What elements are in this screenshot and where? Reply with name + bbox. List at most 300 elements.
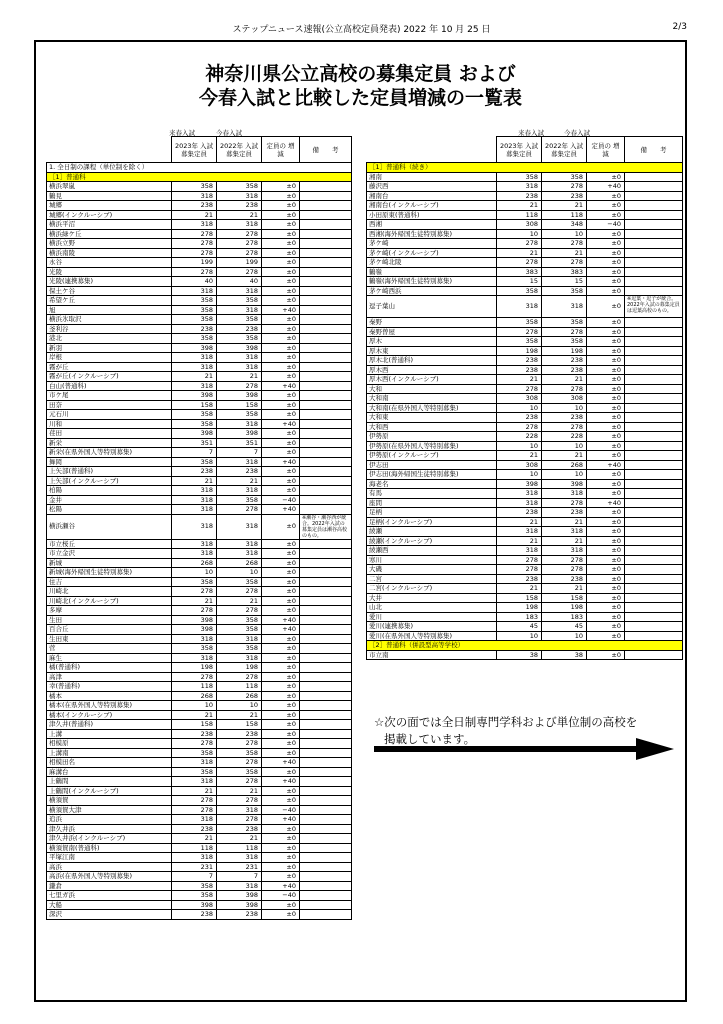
table-row — [47, 625, 352, 635]
header-2023: 2023年 入試 募集定員 — [172, 137, 217, 163]
quota-diff: ±0 — [262, 862, 300, 872]
quota-diff: ±0 — [262, 220, 300, 230]
quota-2022: 318 — [217, 305, 262, 315]
quota-2022: 398 — [217, 900, 262, 910]
quota-2022: 278 — [217, 777, 262, 787]
table-row — [47, 872, 352, 882]
table-row — [47, 258, 352, 268]
quota-2023: 318 — [172, 653, 217, 663]
quota-diff: ±0 — [262, 682, 300, 692]
school-name: 厚木北(普通科) — [367, 356, 497, 366]
remarks — [625, 413, 683, 423]
quota-2023: 21 — [497, 248, 542, 258]
quota-2022: 15 — [542, 277, 587, 287]
remarks — [625, 182, 683, 192]
quota-diff: −40 — [262, 891, 300, 901]
quota-2022: 198 — [542, 603, 587, 613]
quota-2023: 278 — [497, 555, 542, 565]
quota-diff: ±0 — [587, 422, 625, 432]
school-name: 追浜 — [47, 815, 172, 825]
table-row — [367, 603, 683, 613]
quota-2023: 278 — [172, 229, 217, 239]
quota-2022: 358 — [217, 410, 262, 420]
remarks — [300, 758, 352, 768]
remarks — [300, 739, 352, 749]
school-name: 平塚江南 — [47, 853, 172, 863]
remarks — [300, 201, 352, 211]
table-row — [47, 843, 352, 853]
remarks — [300, 486, 352, 496]
source-line: ステップニュース速報(公立高校定員発表) 2022 年 10 月 25 日 — [232, 25, 491, 35]
quota-2023: 383 — [497, 267, 542, 277]
quota-2023: 10 — [497, 403, 542, 413]
quota-diff: ±0 — [262, 191, 300, 201]
quota-2023: 238 — [172, 824, 217, 834]
school-name: 多摩 — [47, 606, 172, 616]
table-row — [367, 631, 683, 641]
quota-diff: ±0 — [587, 394, 625, 404]
school-name: 秦野曽屋 — [367, 327, 497, 337]
school-name: 有馬 — [367, 489, 497, 499]
quota-2023: 21 — [497, 201, 542, 211]
remarks — [300, 258, 352, 268]
quota-2023: 358 — [172, 767, 217, 777]
remarks — [300, 881, 352, 891]
table-row — [47, 539, 352, 549]
school-name: 上鶴間(インクルーシブ) — [47, 786, 172, 796]
table-row — [47, 362, 352, 372]
quota-2023: 318 — [172, 758, 217, 768]
school-name: 霧が丘 — [47, 362, 172, 372]
quota-diff: ±0 — [587, 356, 625, 366]
table-row — [47, 900, 352, 910]
remarks — [625, 229, 683, 239]
quota-2023: 358 — [497, 286, 542, 296]
table-row — [367, 384, 683, 394]
school-name: 光陵(連携募集) — [47, 277, 172, 287]
school-name: 生田東 — [47, 634, 172, 644]
table-row — [47, 729, 352, 739]
table-row — [47, 701, 352, 711]
remarks — [625, 356, 683, 366]
quota-diff: ±0 — [262, 748, 300, 758]
quota-2023: 7 — [172, 872, 217, 882]
quota-diff: +40 — [262, 758, 300, 768]
table-row — [367, 346, 683, 356]
table-row — [47, 305, 352, 315]
quota-2023: 318 — [172, 505, 217, 515]
name-header — [47, 137, 172, 163]
remarks — [300, 587, 352, 597]
quota-2023: 278 — [172, 796, 217, 806]
table-row — [47, 663, 352, 673]
remarks — [300, 815, 352, 825]
remarks — [625, 612, 683, 622]
quota-2022: 348 — [542, 220, 587, 230]
quota-diff: ±0 — [262, 514, 300, 539]
table-row — [367, 432, 683, 442]
quota-diff: +40 — [262, 881, 300, 891]
quota-diff: ±0 — [262, 438, 300, 448]
quota-2023: 358 — [172, 305, 217, 315]
school-name: 横須賀 — [47, 796, 172, 806]
remarks — [625, 191, 683, 201]
quota-2023: 358 — [172, 410, 217, 420]
school-name: 西湘 — [367, 220, 497, 230]
remarks — [625, 517, 683, 527]
table-row — [367, 182, 683, 192]
quota-diff: +40 — [587, 498, 625, 508]
table-row — [367, 584, 683, 594]
school-name: 座間 — [367, 498, 497, 508]
remarks — [300, 777, 352, 787]
quota-2023: 318 — [497, 182, 542, 192]
quota-2022: 21 — [217, 372, 262, 382]
table-row — [47, 748, 352, 758]
quota-diff: ±0 — [262, 429, 300, 439]
table-row — [47, 239, 352, 249]
quota-2022: 318 — [217, 514, 262, 539]
school-name: 高津 — [47, 672, 172, 682]
quota-2023: 358 — [172, 644, 217, 654]
table-row — [47, 343, 352, 353]
school-name: 伊勢原 — [367, 432, 497, 442]
quota-2022: 278 — [217, 796, 262, 806]
remarks — [300, 277, 352, 287]
table-row — [47, 391, 352, 401]
quota-diff: ±0 — [587, 365, 625, 375]
quota-diff: ±0 — [262, 391, 300, 401]
school-name: 鶴嶺 — [367, 267, 497, 277]
quota-diff: ±0 — [587, 603, 625, 613]
school-name: 釜利谷 — [47, 324, 172, 334]
school-name: 大船 — [47, 900, 172, 910]
school-name: 市ケ尾 — [47, 391, 172, 401]
quota-diff: ±0 — [262, 539, 300, 549]
quota-2022: 318 — [217, 539, 262, 549]
quota-2023: 21 — [172, 710, 217, 720]
table-row — [367, 460, 683, 470]
quota-2022: 118 — [217, 843, 262, 853]
table-row — [47, 549, 352, 559]
quota-diff: +40 — [262, 305, 300, 315]
quota-2022: 268 — [217, 691, 262, 701]
table-row — [47, 296, 352, 306]
school-name: 茅ケ崎(インクルーシブ) — [367, 248, 497, 258]
quota-2022: 358 — [217, 182, 262, 192]
remarks — [625, 267, 683, 277]
remarks — [625, 498, 683, 508]
quota-2023: 278 — [172, 739, 217, 749]
table-row — [367, 593, 683, 603]
quota-2023: 238 — [497, 356, 542, 366]
table-row — [47, 758, 352, 768]
school-name: 伊志田(海外帰国生徒特別募集) — [367, 470, 497, 480]
table-row — [47, 691, 352, 701]
table-row — [47, 834, 352, 844]
remarks — [625, 346, 683, 356]
quota-2022: 158 — [542, 593, 587, 603]
quota-2022: 10 — [542, 403, 587, 413]
table-row — [47, 419, 352, 429]
quota-2022: 358 — [217, 577, 262, 587]
school-name: 市立桜丘 — [47, 539, 172, 549]
school-name: 住吉 — [47, 577, 172, 587]
quota-2023: 118 — [497, 210, 542, 220]
school-name: 横浜瀬谷 — [47, 514, 172, 539]
school-name: 城郷 — [47, 201, 172, 211]
quota-2023: 278 — [172, 672, 217, 682]
quota-diff: ±0 — [587, 413, 625, 423]
quota-diff: +40 — [262, 457, 300, 467]
quota-2023: 278 — [172, 267, 217, 277]
quota-2023: 231 — [172, 862, 217, 872]
table-row — [47, 286, 352, 296]
remarks — [625, 327, 683, 337]
quota-2023: 21 — [172, 476, 217, 486]
quota-2023: 158 — [172, 720, 217, 730]
quota-diff: +40 — [262, 815, 300, 825]
school-name: 川崎北(インクルーシブ) — [47, 596, 172, 606]
remarks — [300, 834, 352, 844]
table-row — [47, 739, 352, 749]
quota-diff: ±0 — [587, 267, 625, 277]
school-name: 岸根 — [47, 353, 172, 363]
school-name: 綾瀬西 — [367, 546, 497, 556]
quota-2022: 10 — [542, 470, 587, 480]
school-name: 橘(普通科) — [47, 663, 172, 673]
quota-diff: ±0 — [262, 549, 300, 559]
quota-2023: 308 — [497, 460, 542, 470]
table-row — [367, 172, 683, 182]
table-row — [367, 479, 683, 489]
quota-2022: 318 — [542, 489, 587, 499]
quota-2022: 238 — [542, 191, 587, 201]
quota-diff: ±0 — [262, 239, 300, 249]
table-row — [47, 606, 352, 616]
remarks — [625, 593, 683, 603]
remarks — [300, 748, 352, 758]
table-row — [47, 486, 352, 496]
quota-diff: ±0 — [262, 353, 300, 363]
table-row — [47, 476, 352, 486]
school-name: 大和 — [367, 384, 497, 394]
remarks — [300, 210, 352, 220]
table-row — [367, 565, 683, 575]
quota-2022: 38 — [542, 650, 587, 660]
school-name: 幸(普通科) — [47, 682, 172, 692]
quota-diff: ±0 — [587, 201, 625, 211]
quota-2022: 278 — [217, 815, 262, 825]
school-name: 高浜 — [47, 862, 172, 872]
quota-2023: 238 — [172, 201, 217, 211]
remarks — [300, 625, 352, 635]
remarks — [625, 470, 683, 480]
quota-2023: 278 — [172, 805, 217, 815]
quota-2023: 278 — [172, 606, 217, 616]
remarks — [300, 286, 352, 296]
table-row — [47, 786, 352, 796]
quota-2023: 318 — [172, 220, 217, 230]
remarks — [300, 400, 352, 410]
table-row — [367, 622, 683, 632]
quota-2023: 198 — [497, 603, 542, 613]
quota-diff: ±0 — [587, 248, 625, 258]
school-name: 横浜南陵 — [47, 248, 172, 258]
quota-2023: 278 — [497, 239, 542, 249]
header-diff: 定員の 増減 — [587, 137, 625, 163]
school-name: 横浜氷取沢 — [47, 315, 172, 325]
remarks — [625, 527, 683, 537]
school-name: 上溝南 — [47, 748, 172, 758]
quota-2022: 358 — [217, 767, 262, 777]
school-name: 足柄(インクルーシブ) — [367, 517, 497, 527]
table-row — [367, 422, 683, 432]
quota-2023: 358 — [497, 318, 542, 328]
school-name: 元石川 — [47, 410, 172, 420]
quota-2022: 268 — [542, 460, 587, 470]
quota-diff: ±0 — [262, 853, 300, 863]
table-row — [47, 910, 352, 920]
left-label-next: 来春入試 — [169, 129, 195, 137]
quota-2022: 278 — [217, 587, 262, 597]
school-name: 伊勢原(インクルーシブ) — [367, 451, 497, 461]
quota-2022: 158 — [217, 400, 262, 410]
quota-2022: 318 — [217, 220, 262, 230]
quota-diff: ±0 — [262, 729, 300, 739]
quota-2022: 358 — [217, 495, 262, 505]
school-name: 上鶴間 — [47, 777, 172, 787]
school-name: 津久井浜(インクルーシブ) — [47, 834, 172, 844]
category-label: ［1］普通科（続き） — [367, 163, 683, 173]
quota-2023: 318 — [172, 191, 217, 201]
quota-diff: +40 — [262, 505, 300, 515]
remarks — [300, 910, 352, 920]
quota-diff: ±0 — [587, 277, 625, 287]
school-name: 白山(普通科) — [47, 381, 172, 391]
quota-2022: 278 — [542, 422, 587, 432]
quota-2023: 268 — [172, 691, 217, 701]
remarks — [625, 460, 683, 470]
quota-2023: 15 — [497, 277, 542, 287]
table-row — [47, 682, 352, 692]
quota-2023: 238 — [172, 729, 217, 739]
quota-diff: ±0 — [262, 410, 300, 420]
quota-diff: +40 — [262, 777, 300, 787]
school-name: 大井 — [367, 593, 497, 603]
table-row — [47, 191, 352, 201]
quota-diff: ±0 — [262, 587, 300, 597]
quota-2022: 318 — [217, 881, 262, 891]
quota-diff: ±0 — [587, 574, 625, 584]
school-name: 茅ケ崎北陵 — [367, 258, 497, 268]
quota-2023: 278 — [497, 384, 542, 394]
quota-2022: 358 — [542, 286, 587, 296]
quota-2023: 278 — [172, 239, 217, 249]
table-row — [47, 653, 352, 663]
school-name: 川和 — [47, 419, 172, 429]
table-row — [47, 815, 352, 825]
quota-diff: ±0 — [262, 767, 300, 777]
quota-diff: ±0 — [262, 334, 300, 344]
quota-diff: ±0 — [587, 470, 625, 480]
quota-2022: 10 — [542, 631, 587, 641]
quota-diff: ±0 — [262, 558, 300, 568]
school-name: 鎌倉 — [47, 881, 172, 891]
quota-2022: 278 — [542, 327, 587, 337]
quota-diff: ±0 — [587, 403, 625, 413]
title-line-1: 神奈川県公立高校の募集定員 および — [205, 63, 516, 85]
table-row — [47, 381, 352, 391]
quota-diff: ±0 — [262, 400, 300, 410]
quota-2023: 358 — [497, 172, 542, 182]
quota-diff: ±0 — [587, 286, 625, 296]
quota-2022: 358 — [217, 334, 262, 344]
quota-2023: 278 — [497, 327, 542, 337]
school-name: 保土ケ谷 — [47, 286, 172, 296]
quota-2023: 278 — [497, 258, 542, 268]
remarks — [300, 305, 352, 315]
quota-2022: 358 — [542, 318, 587, 328]
remarks — [625, 384, 683, 394]
remarks — [625, 479, 683, 489]
school-name: 鶴嶺(海外帰国生徒特別募集) — [367, 277, 497, 287]
quota-2023: 21 — [172, 834, 217, 844]
table-row — [47, 644, 352, 654]
school-name: 希望ケ丘 — [47, 296, 172, 306]
quota-diff: ±0 — [587, 555, 625, 565]
quota-diff: ±0 — [587, 593, 625, 603]
table-row — [367, 258, 683, 268]
quota-2023: 199 — [172, 258, 217, 268]
quota-2023: 318 — [172, 853, 217, 863]
header-2022: 2022年 入試 募集定員 — [217, 137, 262, 163]
quota-2023: 238 — [497, 365, 542, 375]
school-name: 七里ガ浜 — [47, 891, 172, 901]
quota-2023: 398 — [172, 625, 217, 635]
school-name: 小田原東(普通科) — [367, 210, 497, 220]
quota-diff: ±0 — [262, 362, 300, 372]
school-name: 愛川(在県外国人等特別募集) — [367, 631, 497, 641]
left-quota-table — [46, 136, 352, 920]
quota-diff: ±0 — [587, 375, 625, 385]
school-name: 伊志田 — [367, 460, 497, 470]
table-row — [367, 451, 683, 461]
school-name: 新栄 — [47, 438, 172, 448]
school-name: 海老名 — [367, 479, 497, 489]
table-row — [367, 413, 683, 423]
remarks — [625, 375, 683, 385]
school-name: 金井 — [47, 495, 172, 505]
remarks — [625, 172, 683, 182]
table-row — [47, 353, 352, 363]
page-number: 2/3 — [672, 22, 687, 32]
table-row — [367, 337, 683, 347]
remarks — [300, 448, 352, 458]
quota-2022: 383 — [542, 267, 587, 277]
quota-diff: +40 — [587, 460, 625, 470]
remarks — [300, 672, 352, 682]
remarks — [625, 574, 683, 584]
remarks — [625, 258, 683, 268]
school-name: 湘南台 — [367, 191, 497, 201]
title-line-2: 今春入試と比較した定員増減の一覧表 — [198, 87, 522, 109]
school-name: 大和南(在県外国人等特別募集) — [367, 403, 497, 413]
school-name: 茅ケ崎 — [367, 239, 497, 249]
category-label: ［1］普通科 — [47, 172, 352, 182]
quota-2022: 21 — [542, 375, 587, 385]
table-row — [367, 508, 683, 518]
